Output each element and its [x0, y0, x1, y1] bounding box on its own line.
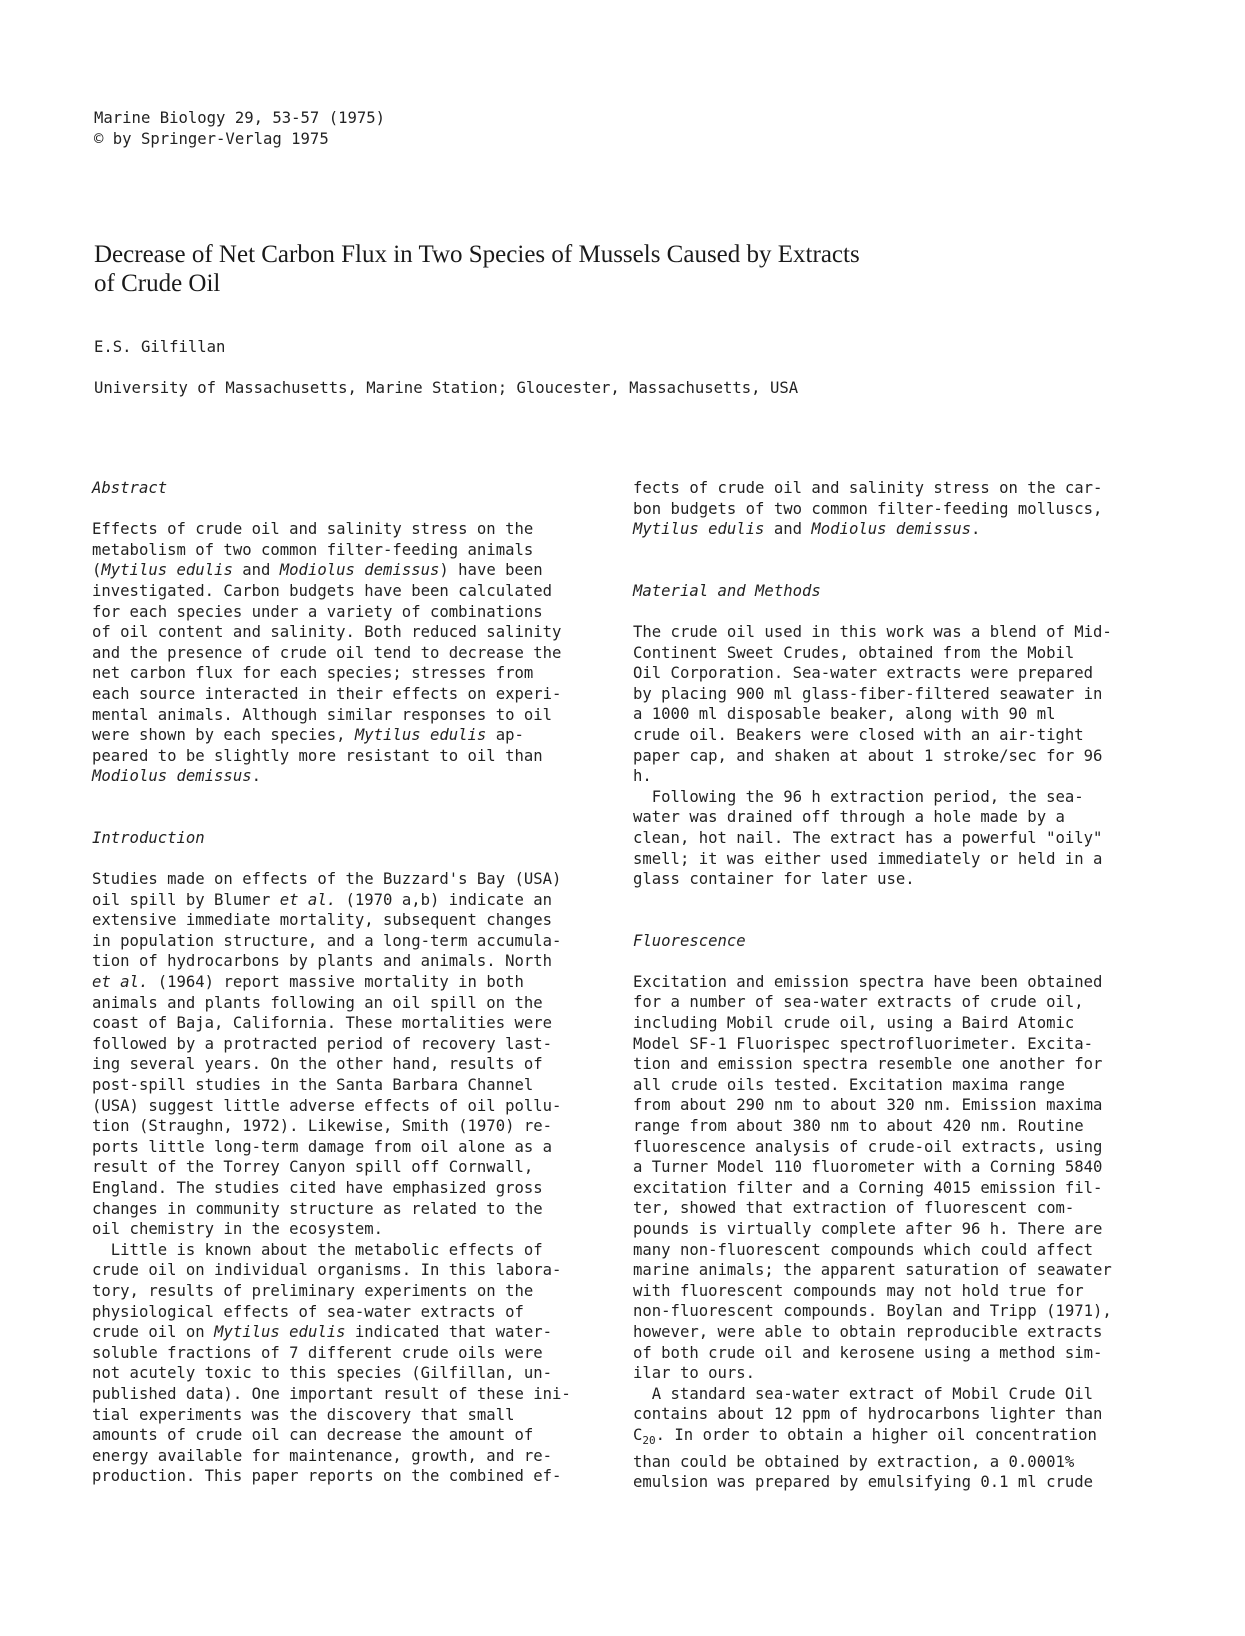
- text-line: a 1000 ml disposable beaker, along with 90 ml: [633, 705, 1056, 724]
- text-line: for each species under a variety of combinations: [92, 602, 543, 621]
- text-line: Model SF-1 Fluorispec spectrofluorimeter. Excita-: [633, 1034, 1094, 1053]
- methods-heading: Material and Methods: [633, 581, 821, 600]
- text-line: fects of crude oil and salinity stress on the car-: [633, 479, 1103, 497]
- text-line: metabolism of two common filter-feeding animals: [92, 540, 534, 559]
- text-line: glass container for later use.: [633, 870, 915, 889]
- text-line: water was drained off through a hole made by a: [633, 808, 1065, 827]
- text-line: Excitation and emission spectra have been obtained: [633, 972, 1103, 991]
- journal-citation: Marine Biology 29, 53-57 (1975): [94, 109, 386, 127]
- text-line: Little is known about the metabolic effects of: [110, 1240, 543, 1259]
- methods-paragraph-1: [633, 622, 1173, 787]
- text-line: extensive immediate mortality, subsequent changes: [92, 911, 553, 930]
- text-line: many non-fluorescent compounds which could affect: [633, 1240, 1094, 1259]
- text-line: Studies made on effects of the Buzzard's Bay (USA): [92, 870, 562, 889]
- text-line: changes in community structure as related to the: [92, 1199, 543, 1218]
- text-line: a Turner Model 110 fluorometer with a Corning 5840: [633, 1158, 1103, 1177]
- text-line: all crude oils tested. Excitation maxima range: [633, 1075, 1065, 1094]
- text-line: than could be obtained by extraction, a 0.0001%: [633, 1452, 1075, 1471]
- text-line: paper cap, and shaken at about 1 stroke/sec for 96: [633, 746, 1103, 765]
- text-line: tion (Straughn, 1972). Likewise, Smith (1970) re-: [92, 1117, 553, 1136]
- text-line: Oil Corporation. Sea-water extracts were prepared: [633, 664, 1094, 683]
- text-line: post-spill studies in the Santa Barbara Channel: [92, 1076, 534, 1095]
- text-line: Continent Sweet Crudes, obtained from the Mobil: [633, 643, 1075, 662]
- text-line: ports little long-term damage from oil alone as a: [92, 1137, 553, 1156]
- text-line: h.: [633, 767, 652, 786]
- text-line: however, were able to obtain reproducible extracts: [633, 1322, 1103, 1341]
- text-line: of both crude oil and kerosene using a method sim-: [633, 1343, 1103, 1362]
- author-affiliation: University of Massachusetts, Marine Station; Gloucester, Massachusetts, USA: [94, 379, 799, 397]
- text-line: England. The studies cited have emphasized gross: [92, 1179, 543, 1197]
- fluorescence-paragraph-2: [633, 1384, 1173, 1493]
- text-line: were shown by each species, Mytilus edulis ap-: [92, 726, 524, 745]
- text-line: (USA) suggest little adverse effects of oil pollu-: [92, 1096, 562, 1115]
- text-line: with fluorescent compounds may not hold true for: [633, 1281, 1084, 1300]
- text-line: published data). One important result of these ini-: [92, 1384, 571, 1403]
- copyright-line: © by Springer-Verlag 1975: [94, 129, 329, 148]
- right-column: [633, 478, 1173, 1493]
- text-line: of oil content and salinity. Both reduced salinity: [92, 623, 562, 642]
- text-line: fluorescence analysis of crude-oil extracts, using: [633, 1137, 1103, 1156]
- text-line: coast of Baja, California. These mortalities were: [92, 1014, 553, 1033]
- paper-title: [94, 240, 994, 298]
- text-line: tion and emission spectra resemble one another for: [633, 1055, 1103, 1074]
- fluorescence-paragraph-1: [633, 972, 1173, 1384]
- text-line: (Mytilus edulis and Modiolus demissus) have been: [92, 561, 543, 580]
- text-line: animals and plants following an oil spill on the: [92, 993, 543, 1012]
- text-line: oil spill by Blumer et al. (1970 a,b) indicate an: [92, 890, 553, 909]
- text-line: ilar to ours.: [633, 1364, 756, 1383]
- text-line: each source interacted in their effects on experi-: [92, 684, 562, 703]
- text-line: oil chemistry in the ecosystem.: [92, 1220, 384, 1239]
- abstract-heading: Abstract: [92, 479, 168, 497]
- text-line: contains about 12 ppm of hydrocarbons lighter than: [633, 1405, 1103, 1424]
- text-line: in population structure, and a long-term accumula-: [92, 931, 562, 950]
- text-line: by placing 900 ml glass-fiber-filtered seawater in: [633, 684, 1103, 703]
- intro-paragraph-2: [92, 1240, 632, 1487]
- author-name: E.S. Gilfillan: [94, 338, 226, 356]
- text-line: crude oil on individual organisms. In this labora-: [92, 1261, 562, 1280]
- abstract-paragraph: [92, 519, 632, 787]
- text-line: Following the 96 h extraction period, the sea-: [651, 787, 1084, 806]
- text-line: result of the Torrey Canyon spill off Cornwall,: [92, 1158, 534, 1177]
- methods-paragraph-2: [633, 787, 1173, 890]
- text-line: crude oil on Mytilus edulis indicated that water-: [92, 1323, 553, 1342]
- text-line: followed by a protracted period of recovery last-: [92, 1034, 553, 1053]
- text-line: non-fluorescent compounds. Boylan and Tripp (1971),: [633, 1302, 1112, 1321]
- text-line: mental animals. Although similar responses to oil: [92, 705, 553, 724]
- text-line: excitation filter and a Corning 4015 emission fil-: [633, 1178, 1103, 1197]
- text-line: crude oil. Beakers were closed with an air-tight: [633, 725, 1084, 744]
- text-line: clean, hot nail. The extract has a powerful "oily": [633, 828, 1103, 847]
- text-line: net carbon flux for each species; stresses from: [92, 664, 534, 683]
- text-line: not acutely toxic to this species (Gilfillan, un-: [92, 1364, 553, 1383]
- text-line: from about 290 nm to about 320 nm. Emission maxima: [633, 1096, 1103, 1115]
- intro-continuation: [633, 478, 1173, 540]
- journal-header: [94, 108, 385, 149]
- text-line: emulsion was prepared by emulsifying 0.1 ml crude: [633, 1473, 1094, 1492]
- text-line: range from about 380 nm to about 420 nm. Routine: [633, 1117, 1084, 1136]
- text-line: ter, showed that extraction of fluorescent com-: [633, 1199, 1075, 1218]
- text-line: including Mobil crude oil, using a Baird Atomic: [633, 1014, 1075, 1033]
- title-line-2: of Crude Oil: [94, 270, 221, 297]
- text-line: peared to be slightly more resistant to oil than: [92, 746, 543, 765]
- text-line: energy available for maintenance, growth, and re-: [92, 1446, 553, 1465]
- text-line: A standard sea-water extract of Mobil Crude Oil: [651, 1384, 1094, 1403]
- text-line: pounds is virtually complete after 96 h. There are: [633, 1220, 1103, 1238]
- text-line: production. This paper reports on the combined ef-: [92, 1467, 562, 1486]
- text-line: tion of hydrocarbons by plants and animals. North: [92, 952, 553, 971]
- text-line: bon budgets of two common filter-feeding molluscs,: [633, 499, 1103, 518]
- text-line: tial experiments was the discovery that small: [92, 1405, 515, 1424]
- introduction-heading: Introduction: [92, 828, 205, 847]
- text-line: ing several years. On the other hand, results of: [92, 1055, 543, 1074]
- text-line: for a number of sea-water extracts of crude oil,: [633, 993, 1084, 1012]
- text-line: and the presence of crude oil tend to decrease the: [92, 643, 562, 662]
- text-line: marine animals; the apparent saturation of seawater: [633, 1261, 1112, 1280]
- text-line: amounts of crude oil can decrease the amount of: [92, 1426, 534, 1445]
- text-line: physiological effects of sea-water extracts of: [92, 1302, 524, 1321]
- text-line: $C_{20}$. In order to obtain a higher oil concentration: [633, 1425, 1097, 1448]
- text-line: smell; it was either used immediately or held in a: [633, 849, 1103, 868]
- text-line: soluble fractions of 7 different crude oils were: [92, 1343, 543, 1362]
- text-line: et al. (1964) report massive mortality in both: [92, 973, 524, 992]
- left-column: [92, 478, 632, 1487]
- fluorescence-heading: Fluorescence: [633, 931, 746, 950]
- text-line: Effects of crude oil and salinity stress on the: [92, 520, 534, 539]
- text-line: The crude oil used in this work was a blend of Mid-: [633, 622, 1112, 641]
- text-line: Modiolus demissus.: [92, 767, 261, 786]
- title-line-1: Decrease of Net Carbon Flux in Two Species of Mussels Caused by Extracts: [94, 241, 860, 268]
- text-line: Mytilus edulis and Modiolus demissus.: [633, 520, 981, 539]
- intro-paragraph-1: [92, 869, 632, 1240]
- text-line: tory, results of preliminary experiments on the: [92, 1281, 534, 1300]
- text-line: investigated. Carbon budgets have been calculated: [92, 581, 553, 600]
